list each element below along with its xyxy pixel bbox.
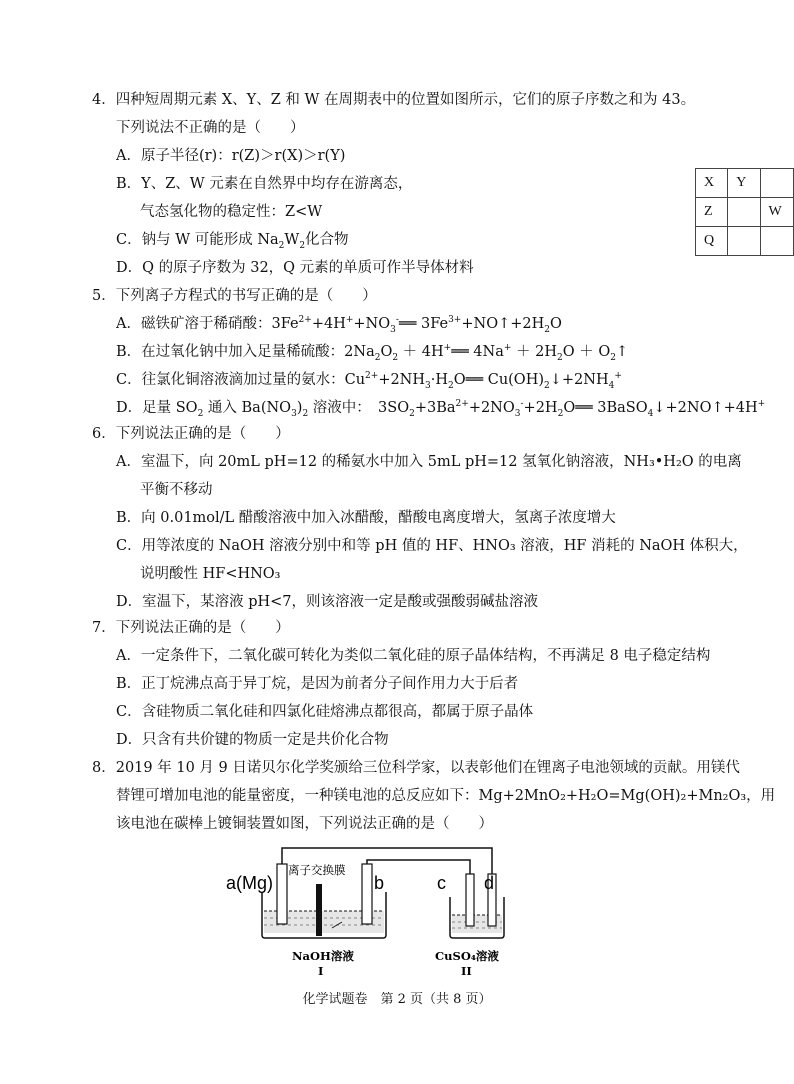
q8-stem-1: 8．2019 年 10 月 9 日诺贝尔化学奖颁给三位科学家，以表彰他们在锂离子电池领域的贡献。用镁代 (92, 760, 740, 776)
electrolysis-apparatus-figure (220, 842, 520, 980)
q8-stem-3: 该电池在碳棒上镀铜装置如图，下列说法正确的是（ ） (116, 816, 493, 832)
q6-stem: 6．下列说法正确的是（ ） (92, 426, 290, 442)
q6-option-c-cont: 说明酸性 HF<HNO₃ (140, 566, 281, 582)
label-cuso4: CuSO₄溶液 (435, 949, 499, 963)
grid-cell: Q (696, 227, 728, 256)
q7-option-b: B．正丁烷沸点高于异丁烷，是因为前者分子间作用力大于后者 (116, 676, 519, 692)
grid-cell (760, 169, 794, 198)
label-c: c (437, 873, 446, 893)
grid-row-1 (696, 169, 794, 198)
grid-cell: X (696, 169, 728, 198)
q8-stem-2: 替锂可增加电池的能量密度，一种镁电池的总反应如下：Mg+2MnO₂+H₂O=Mg(OH)₂+Mn₂O₃，用 (116, 788, 776, 804)
label-b: b (374, 873, 385, 893)
electrode-a (277, 864, 287, 924)
grid-cell: W (760, 198, 794, 227)
electrode-c (466, 874, 474, 926)
grid-row-3 (696, 227, 794, 256)
q7-option-d: D．只含有共价键的物质一定是共价化合物 (116, 732, 389, 748)
q6-option-d: D．室温下，某溶液 pH<7，则该溶液一定是酸或强酸弱碱盐溶液 (116, 594, 539, 610)
label-naoh: NaOH溶液 (292, 949, 354, 963)
q5-option-b: B．在过氧化钠中加入足量稀硫酸：$2Na_2O_2$ ＋ 4H+══ $4Na^+ + 2H_2O$ ＋ $O_2↑$ (116, 343, 629, 363)
grid-cell: Y (728, 169, 760, 198)
q4-option-d: D．Q 的原子序数为 32，Q 元素的单质可作半导体材料 (116, 260, 474, 276)
page-footer: 化学试题卷 第 2 页（共 8 页） (302, 992, 492, 1007)
label-membrane: 离子交换膜 (288, 863, 346, 877)
grid-cell (760, 227, 794, 256)
q6-option-b: B．向 0.01mol/L 醋酸溶液中加入冰醋酸，醋酸电离度增大，氢离子浓度增大 (116, 510, 616, 526)
electrode-b (362, 864, 372, 924)
q4-stem: 4．四种短周期元素 X、Y、Z 和 W 在周期表中的位置如图所示，它们的原子序数之和为 43。 (92, 92, 696, 108)
periodic-table-grid (695, 168, 794, 256)
q4-option-c: C．钠与 W 可能形成 $Na_2W_2$化合物 (116, 232, 349, 251)
grid-cell (728, 198, 760, 227)
ion-exchange-membrane (316, 884, 322, 936)
q5-option-a: A．磁铁矿溶于稀硝酸：$3Fe^{2+}+4H^++NO_3^-══$ $3Fe^{3+}+NO↑+2H_2O$ (116, 315, 562, 335)
q5-option-c: C．往氯化铜溶液滴加过量的氨水：$Cu^{2+}+2NH_3\cdot H_2O══$ $Cu(OH)_2↓+2NH_4^+$ (116, 371, 622, 391)
q4-option-b-cont: 气态氢化物的稳定性：Z<W (140, 204, 323, 220)
q6-option-a-cont: 平衡不移动 (140, 482, 213, 498)
label-cell-2: II (461, 964, 472, 978)
q7-option-c: C．含硅物质二氧化硅和四氯化硅熔沸点都很高，都属于原子晶体 (116, 704, 534, 720)
q6-option-c: C．用等浓度的 NaOH 溶液分别中和等 pH 值的 HF、HNO₃ 溶液，HF 消耗的 NaOH 体积大， (116, 538, 748, 554)
q7-option-a: A．一定条件下，二氧化碳可转化为类似二氧化硅的原子晶体结构，不再满足 8 电子稳定结构 (116, 648, 711, 664)
q4-option-a: A．原子半径(r)：r(Z)＞r(X)＞r(Y) (116, 148, 346, 164)
q5-option-d: D．足量 $SO_2$ 通入 $Ba(NO_3)_2$ 溶液中： $3SO_2+3Ba^{2+}+2NO_3^-+2H_2O══$ 3BaSO$_4$↓+2NO↑+4H+ (116, 399, 766, 419)
label-d: d (484, 873, 495, 893)
label-a-mg: a(Mg) (226, 873, 274, 893)
grid-cell: Z (696, 198, 728, 227)
grid-cell (728, 227, 760, 256)
q6-option-a: A．室温下，向 20mL pH=12 的稀氨水中加入 5mL pH=12 氢氧化钠溶液，NH₃•H₂O 的电离 (116, 454, 742, 470)
wire-a-to-d (282, 848, 495, 922)
q7-stem: 7．下列说法正确的是（ ） (92, 620, 290, 636)
q4-option-b: B．Y、Z、W 元素在自然界中均存在游离态， (116, 176, 413, 192)
label-cell-1: I (318, 964, 324, 978)
q5-stem: 5．下列离子方程式的书写正确的是（ ） (92, 288, 377, 304)
q4-stem-2: 下列说法不正确的是（ ） (116, 120, 305, 136)
grid-row-2 (696, 198, 794, 227)
